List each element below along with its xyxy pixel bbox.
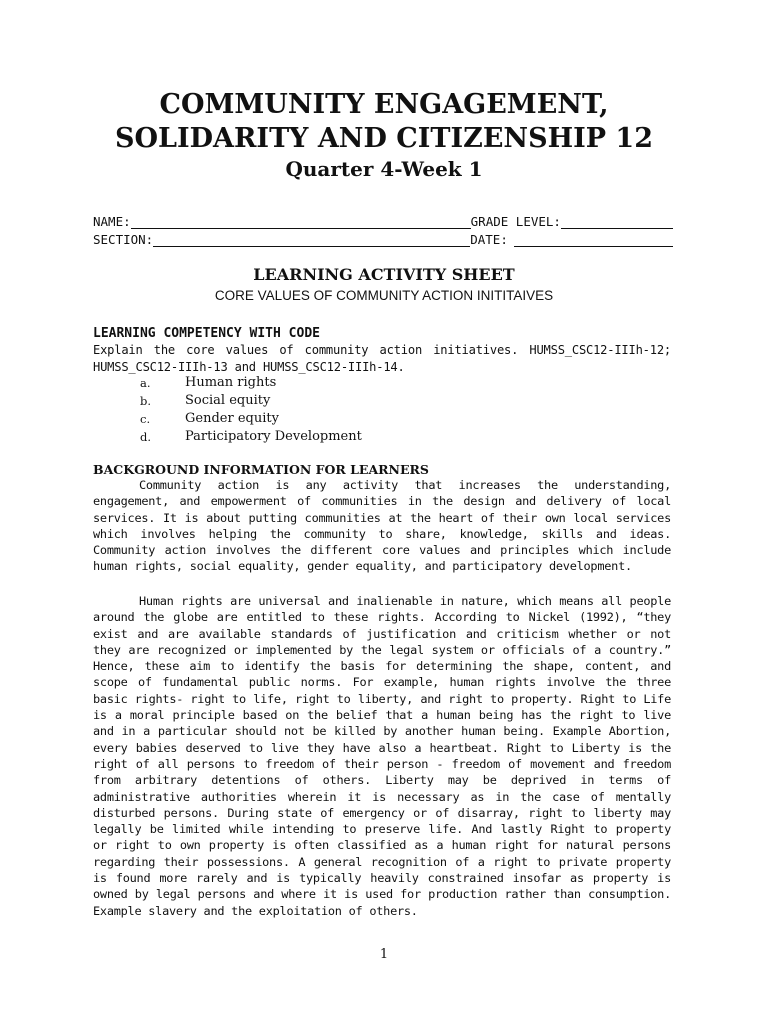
list-item [140,410,362,428]
list-item-letter: a. [140,376,151,390]
list-item-label: Gender equity [185,411,279,426]
list-item [140,392,362,410]
list-item [140,428,362,446]
name-label: NAME: [93,214,131,229]
section-field[interactable] [153,233,470,247]
name-grade-row [93,213,673,231]
list-item-label: Social equity [185,393,271,408]
list-item-letter: d. [140,430,152,444]
competency-list [140,374,362,446]
date-field[interactable] [514,233,673,247]
document-title-line-1: COMMUNITY ENGAGEMENT, [159,89,609,120]
competency-heading: LEARNING COMPETENCY WITH CODE [93,326,320,341]
page-number: 1 [379,947,389,962]
background-paragraph-2: Human rights are universal and inalienable in nature, which means all people around the globe are entitled to these rights. According to Nickel (1992), “they exist and are available standards of justification and criticism whether or not they are recognized or implemented by the legal system or officials of a country.” Hence, these aim to identify the basis for determining the shape, content, and scope of fundamental public norms. For example, human rights involve the three basic rights- right to life, right to liberty, and right to property. Right to Life is a moral principle based on the belief that a human being has the right to live and in a particular should not be killed by another human being. Example Abortion, every babies deserved to live they have also a heartbeat. Right to Liberty is the right of all persons to freedom of their person - freedom of movement and freedom from arbitrary detentions of others. Liberty may be deprived in terms of administrative authorities wherein it is necessary as in the case of mentally disturbed persons. During state of emergency or of disarray, right to liberty may legally be limited while intending to preserve life. And lastly Right to property or right to own property is often classified as a human right for natural persons regarding their possessions. A general recognition of a right to private property is found more rarely and is typically heavily constrained insofar as property is owned by legal persons and where it is used for production rather than consumption. Example slavery and the exploitation of others. [93,594,671,918]
list-item-label: Human rights [185,375,277,390]
grade-level-field[interactable] [561,215,673,229]
list-item-label: Participatory Development [185,429,362,444]
section-label: SECTION: [93,232,154,247]
background-paragraph-1: Community action is any activity that increases the understanding, engagement, and empowerment of communities in the design and delivery of local services. It is about putting communities at the heart of their own local services which involves helping the community to share, knowledge, skills and ideas. Community action involves the different core values and principles which include human rights, social equality, gender equality, and participatory development. [93,478,671,574]
date-label: DATE: [470,232,508,247]
sheet-subtitle: CORE VALUES OF COMMUNITY ACTION INITITAIVES [214,288,554,303]
document-subtitle: Quarter 4-Week 1 [285,157,483,181]
sheet-title: LEARNING ACTIVITY SHEET [253,265,515,284]
list-item [140,374,362,392]
list-item-letter: b. [140,394,152,408]
list-item-letter: c. [140,412,151,426]
section-date-row [93,231,673,249]
grade-level-label: GRADE LEVEL: [470,214,561,229]
competency-text: Explain the core values of community action initiatives. HUMSS_CSC12-IIIh-12; HUMSS_CSC12-IIIh-13 and HUMSS_CSC12-IIIh-14. [93,343,671,374]
name-field[interactable] [131,215,471,229]
background-heading: BACKGROUND INFORMATION FOR LEARNERS [93,462,429,477]
document-title-line-2: SOLIDARITY AND CITIZENSHIP 12 [115,123,653,154]
